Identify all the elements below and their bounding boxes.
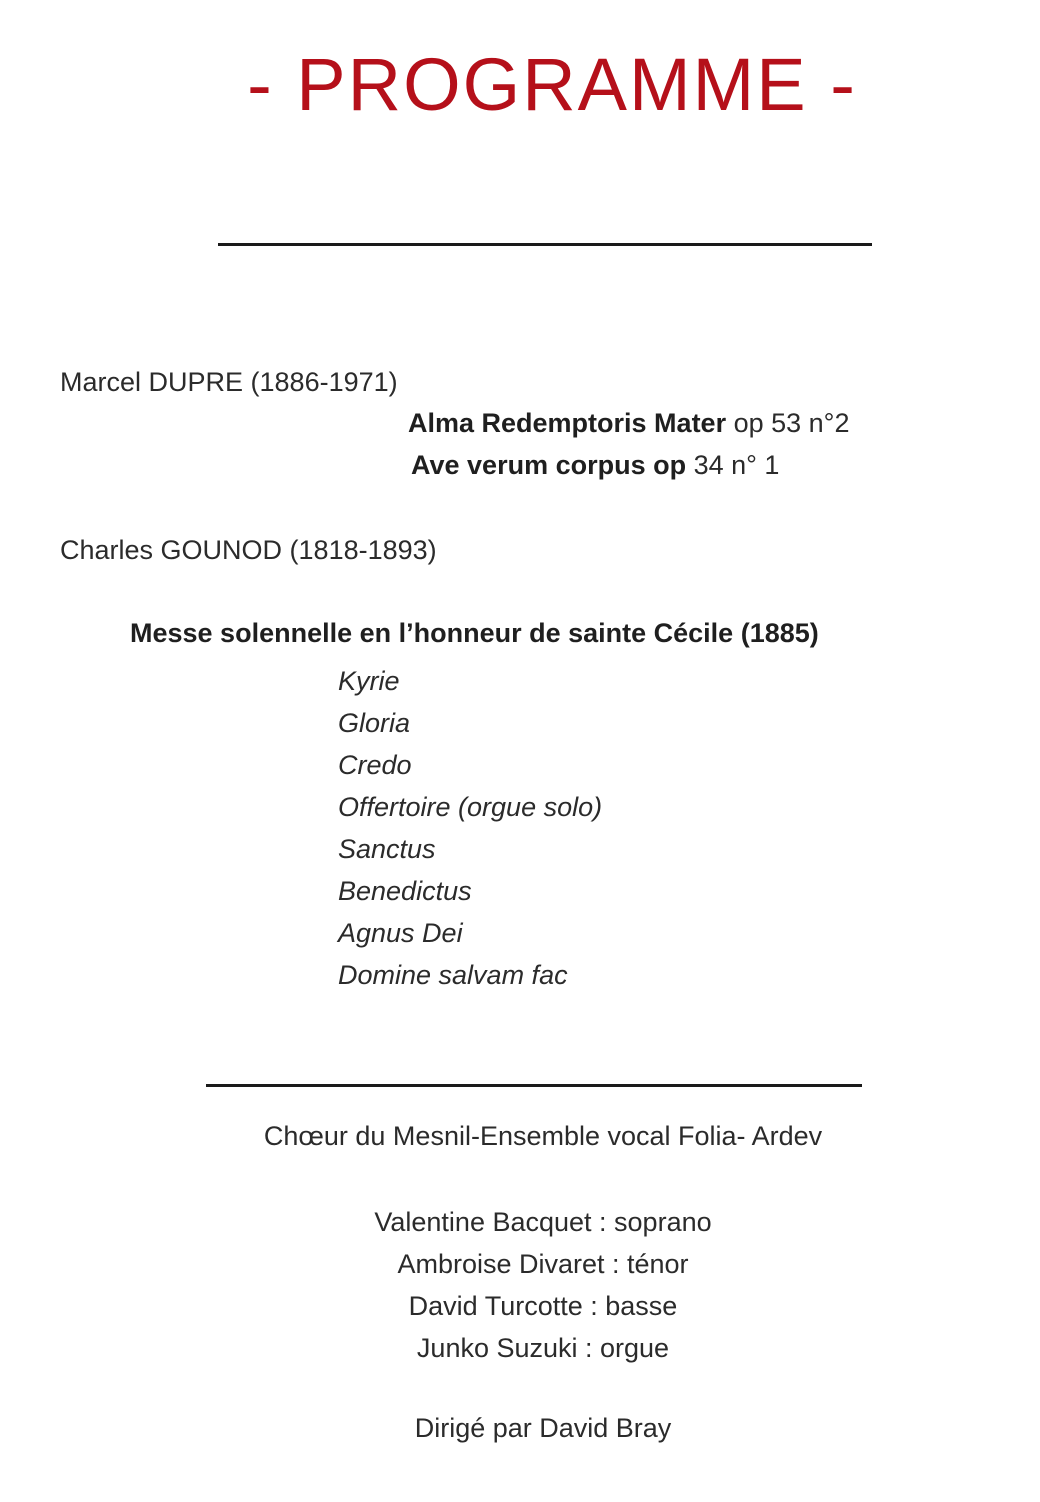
top-divider <box>218 243 872 246</box>
work-alma-redemptoris <box>408 410 850 437</box>
work-opus: op 53 n°2 <box>726 408 850 438</box>
page-title: - PROGRAMME - <box>247 43 857 126</box>
composer-gounod: Charles GOUNOD (1818-1893) <box>60 535 437 565</box>
performer-item: Ambroise Divaret : ténor <box>397 1249 689 1279</box>
work-ave-verum <box>411 452 779 479</box>
movement-item: Gloria <box>338 708 411 738</box>
bottom-divider <box>206 1084 862 1087</box>
mass-title: Messe solennelle en l’honneur de sainte Cécile (1885) <box>130 618 819 648</box>
performer-item: Junko Suzuki : orgue <box>416 1333 670 1363</box>
movement-item: Agnus Dei <box>338 918 463 948</box>
performers-list <box>60 1201 1026 1369</box>
ensemble-name: Chœur du Mesnil-Ensemble vocal Folia- Ardev <box>263 1121 823 1151</box>
movement-item: Sanctus <box>338 834 436 864</box>
mass-movements-list <box>338 660 602 996</box>
composer-dupre: Marcel DUPRE (1886-1971) <box>60 367 398 397</box>
work-opus: 34 n° 1 <box>686 450 780 480</box>
movement-item: Kyrie <box>338 666 400 696</box>
movement-item: Benedictus <box>338 876 472 906</box>
conductor-credit: Dirigé par David Bray <box>414 1413 672 1443</box>
performer-item: Valentine Bacquet : soprano <box>374 1207 712 1237</box>
movement-item: Credo <box>338 750 412 780</box>
performer-item: David Turcotte : basse <box>408 1291 678 1321</box>
work-title: Alma Redemptoris Mater <box>408 408 727 438</box>
movement-item: Offertoire (orgue solo) <box>338 792 603 822</box>
movement-item: Domine salvam fac <box>338 960 568 990</box>
work-title: Ave verum corpus op <box>411 450 687 480</box>
